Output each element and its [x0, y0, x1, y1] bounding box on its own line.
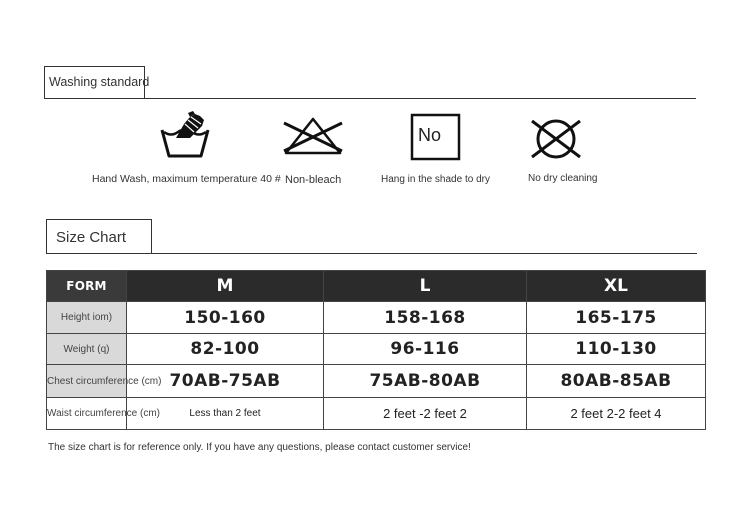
chest-xl: 80AB-85AB — [527, 365, 706, 398]
hand-wash-label: Hand Wash, maximum temperature 40 # — [92, 173, 281, 185]
header-size-l: L — [324, 271, 527, 302]
size-table-header-row — [47, 271, 706, 302]
row-label-height: Height iom) — [47, 302, 127, 334]
height-xl: 165-175 — [527, 302, 706, 334]
row-label-weight: Weight (q) — [47, 334, 127, 365]
weight-m: 82-100 — [127, 334, 324, 365]
weight-l: 96-116 — [324, 334, 527, 365]
washing-standard-rule — [44, 98, 696, 99]
hang-dry-icon — [410, 113, 462, 166]
weight-xl: 110-130 — [527, 334, 706, 365]
washing-standard-title: Washing standard — [49, 75, 150, 89]
no-dry-clean-icon — [528, 117, 584, 166]
waist-m: Less than 2 feet — [127, 398, 324, 430]
size-chart-footnote: The size chart is for reference only. If you have any questions, please contact customer service! — [48, 442, 471, 453]
table-row — [47, 398, 706, 430]
hang-dry-label: Hang in the shade to dry — [381, 174, 490, 185]
size-table — [46, 270, 706, 430]
table-row — [47, 334, 706, 365]
row-label-chest: Chest circumference (cm) — [47, 365, 127, 398]
chest-m: 70AB-75AB — [127, 365, 324, 398]
row-label-waist: Waist circumference (cm) — [47, 398, 127, 430]
table-row — [47, 365, 706, 398]
non-bleach-label: Non-bleach — [285, 174, 342, 186]
table-row — [47, 302, 706, 334]
chest-l: 75AB-80AB — [324, 365, 527, 398]
hand-wash-icon — [158, 110, 212, 165]
header-form: FORM — [47, 271, 127, 302]
header-size-xl: XL — [527, 271, 706, 302]
no-dry-clean-label: No dry cleaning — [528, 173, 598, 184]
height-m: 150-160 — [127, 302, 324, 334]
header-size-m: M — [127, 271, 324, 302]
non-bleach-icon — [282, 115, 344, 162]
waist-xl: 2 feet 2-2 feet 4 — [527, 398, 706, 430]
waist-l: 2 feet -2 feet 2 — [324, 398, 527, 430]
hang-dry-icon-text: No — [418, 125, 442, 145]
size-chart-title: Size Chart — [56, 229, 127, 246]
height-l: 158-168 — [324, 302, 527, 334]
size-chart-rule — [46, 253, 697, 254]
